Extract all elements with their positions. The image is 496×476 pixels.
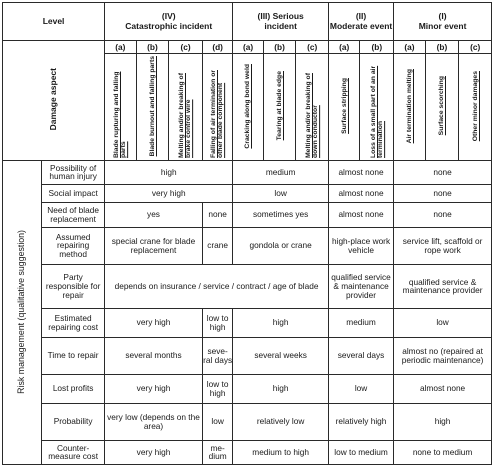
table-cell: several months	[105, 337, 203, 374]
table-cell: none to medium	[394, 440, 492, 464]
sub-code: (c)	[169, 41, 203, 54]
table-cell: service lift, scaffold or rope work	[394, 227, 492, 264]
damage-aspect-cell: Blade burnout and falling parts	[136, 54, 169, 161]
table-cell: high	[394, 403, 492, 440]
table-cell: low	[233, 184, 329, 202]
row-label: Party responsible for repair	[42, 264, 105, 308]
damage-aspect-cell: Tearing at blade edge	[263, 54, 296, 161]
table-cell: low to high	[202, 308, 232, 337]
row-label: Counter-measure cost	[42, 440, 105, 464]
level-moderate: (II) Moderate event	[328, 3, 393, 41]
table-cell: sometimes yes	[233, 202, 329, 227]
table-cell: low	[394, 308, 492, 337]
table-cell: depends on insurance / service / contract / age of blade	[105, 264, 329, 308]
sub-code: (c)	[296, 41, 329, 54]
row-label: Time to repair	[42, 337, 105, 374]
row-label: Social impact	[42, 184, 105, 202]
damage-aspect-cell: Air termination melting	[394, 54, 426, 161]
table-cell: several weeks	[233, 337, 329, 374]
table-cell: me-dium	[202, 440, 232, 464]
table-cell: high	[233, 308, 329, 337]
sub-code: (b)	[136, 41, 169, 54]
damage-aspect-cell: Surface scorching	[425, 54, 459, 161]
table-cell: very high	[105, 440, 203, 464]
table-cell: seve-ral days	[202, 337, 232, 374]
damage-aspect-cell: Falling of air termination or other blade component	[202, 54, 232, 161]
table-cell: relatively high	[328, 403, 393, 440]
row-label: Lost profits	[42, 374, 105, 403]
level-header: Level	[3, 3, 105, 41]
table-cell: none	[394, 160, 492, 184]
table-cell: low	[328, 374, 393, 403]
table-cell: qualified service & maintenance provider	[328, 264, 393, 308]
table-cell: almost no (repaired at periodic maintenance)	[394, 337, 492, 374]
level-minor: (I) Minor event	[394, 3, 492, 41]
damage-aspect-cell: Melting and/or breaking of brake control wire	[169, 54, 203, 161]
damage-aspect-cell: Other minor damages	[459, 54, 492, 161]
table-cell: high-place work vehicle	[328, 227, 393, 264]
table-cell: relatively low	[233, 403, 329, 440]
damage-aspect-header: Damage aspect	[3, 41, 105, 161]
damage-aspect-cell: Cracking along bond weld	[233, 54, 263, 161]
row-label: Assumed repairing method	[42, 227, 105, 264]
sub-code: (a)	[105, 41, 137, 54]
sub-code: (b)	[360, 41, 394, 54]
sub-code: (b)	[263, 41, 296, 54]
row-label: Estimated repairing cost	[42, 308, 105, 337]
table-cell: very high	[105, 308, 203, 337]
table-cell: medium	[328, 308, 393, 337]
table-cell: yes	[105, 202, 203, 227]
table-cell: almost none	[328, 160, 393, 184]
table-cell: special crane for blade replacement	[105, 227, 203, 264]
table-cell: crane	[202, 227, 232, 264]
sub-code: (a)	[394, 41, 426, 54]
table-cell: almost none	[328, 184, 393, 202]
table-cell: none	[394, 202, 492, 227]
level-serious: (III) Serious incident	[233, 3, 329, 41]
table-cell: several days	[328, 337, 393, 374]
table-cell: medium	[233, 160, 329, 184]
damage-aspect-cell: Blade rupturing and falling parts	[105, 54, 137, 161]
table-cell: very high	[105, 374, 203, 403]
row-label: Need of blade replacement	[42, 202, 105, 227]
table-cell: high	[105, 160, 233, 184]
damage-risk-table	[2, 2, 492, 465]
level-catastrophic: (IV) Catastrophic incident	[105, 3, 233, 41]
sub-code: (a)	[233, 41, 263, 54]
table-cell: very low (depends on the area)	[105, 403, 203, 440]
table-cell: high	[233, 374, 329, 403]
risk-management-header: Risk management (qualitative suggestion)	[3, 160, 42, 464]
damage-aspect-cell: Melting and/or breaking of down conductor	[296, 54, 329, 161]
table-cell: almost none	[328, 202, 393, 227]
table-cell: almost none	[394, 374, 492, 403]
damage-aspect-cell: Loss of a small part of an air termination	[360, 54, 394, 161]
table-cell: low to medium	[328, 440, 393, 464]
table-cell: none	[202, 202, 232, 227]
table-cell: low to high	[202, 374, 232, 403]
table-cell: qualified service & maintenance provider	[394, 264, 492, 308]
table-cell: low	[202, 403, 232, 440]
sub-code: (a)	[328, 41, 360, 54]
table-cell: medium to high	[233, 440, 329, 464]
row-label: Possibility of human injury	[42, 160, 105, 184]
table-cell: none	[394, 184, 492, 202]
row-label: Probability	[42, 403, 105, 440]
sub-code: (c)	[459, 41, 492, 54]
table-cell: very high	[105, 184, 233, 202]
table-cell: gondola or crane	[233, 227, 329, 264]
sub-code: (b)	[425, 41, 459, 54]
sub-code: (d)	[202, 41, 232, 54]
damage-aspect-cell: Surface stripping	[328, 54, 360, 161]
